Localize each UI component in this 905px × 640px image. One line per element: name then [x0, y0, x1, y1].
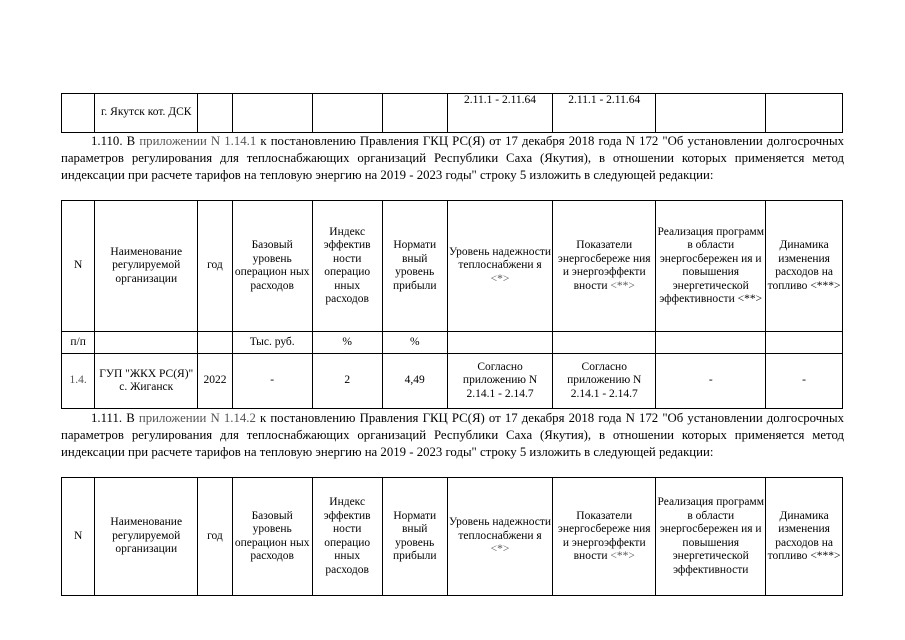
header-energy: Показатели энергосбереже ния и энергоэффекти вности <**>	[553, 201, 656, 332]
footnote-mark[interactable]: <**>	[737, 293, 763, 305]
header-programs: Реализация программ в области энергосбережен ия и повышения энергетической эффективности	[656, 478, 766, 596]
row-programs: -	[656, 354, 766, 409]
header-dynamics: Динамика изменения расходов на топливо <***>	[766, 478, 843, 596]
para2-annex-link[interactable]: приложении N 1.14.2	[138, 411, 256, 425]
header-name: Наименование регулируемой организации	[95, 478, 198, 596]
header-year: год	[198, 201, 232, 332]
row-org: ГУП "ЖКХ РС(Я)" с. Жиганск	[95, 354, 198, 409]
unit-reliability	[447, 332, 552, 354]
unit-index: %	[312, 332, 382, 354]
header-base: Базовый уровень операцион ных расходов	[232, 201, 312, 332]
footnote-mark[interactable]: <*>	[490, 543, 510, 556]
top-cell-org: г. Якутск кот. ДСК	[95, 94, 198, 133]
unit-programs	[656, 332, 766, 354]
top-cell-programs	[656, 94, 766, 133]
row-base: -	[232, 354, 312, 409]
row-norm: 4,49	[382, 354, 447, 409]
table-row	[62, 354, 843, 409]
footnote-mark[interactable]: <**>	[610, 279, 635, 292]
header-year: год	[198, 478, 232, 596]
unit-dynamics	[766, 332, 843, 354]
para1-annex-link[interactable]: приложении N 1.14.1	[139, 134, 257, 148]
footnote-mark[interactable]: <***>	[810, 550, 841, 562]
paragraph-1-110	[61, 133, 844, 184]
header-reliability: Уровень надежности теплоснабжени я <*>	[447, 201, 552, 332]
table-1-110	[61, 200, 843, 409]
table-1-111	[61, 477, 843, 596]
top-cell-dynamics	[766, 94, 843, 133]
header-programs: Реализация программ в области энергосбережен ия и повышения энергетической эффективности <**>	[656, 201, 766, 332]
top-cell-norm	[382, 94, 447, 133]
top-cell-base	[232, 94, 312, 133]
paragraph-1-111	[61, 410, 844, 461]
unit-name	[95, 332, 198, 354]
top-cell-index	[312, 94, 382, 133]
header-norm: Нормати вный уровень прибыли	[382, 478, 447, 596]
row-index: 2	[312, 354, 382, 409]
top-table	[61, 93, 843, 133]
header-energy: Показатели энергосбереже ния и энергоэффекти вности <**>	[553, 478, 656, 596]
header-n: N	[62, 201, 95, 332]
header-index: Индекс эффектив ности операцио нных расходов	[312, 478, 382, 596]
top-cell-annex2: 2.11.1 - 2.11.64	[553, 94, 656, 133]
row-energy: Согласно приложению N 2.14.1 - 2.14.7	[553, 354, 656, 409]
unit-energy	[553, 332, 656, 354]
footnote-mark[interactable]: <**>	[610, 550, 635, 562]
footnote-mark[interactable]: <*>	[490, 272, 510, 285]
unit-n: п/п	[62, 332, 95, 354]
header-n: N	[62, 478, 95, 596]
top-cell-n	[62, 94, 95, 133]
header-name: Наименование регулируемой организации	[95, 201, 198, 332]
row-reliability: Согласно приложению N 2.14.1 - 2.14.7	[447, 354, 552, 409]
top-cell-annex1: 2.11.1 - 2.11.64	[447, 94, 552, 133]
unit-base: Тыс. руб.	[232, 332, 312, 354]
header-reliability: Уровень надежности теплоснабжени я <*>	[447, 478, 552, 596]
para2-pre: В	[126, 411, 135, 425]
unit-year	[198, 332, 232, 354]
para2-text: к постановлению Правления ГКЦ РС(Я) от 17 декабря 2018 года N 172 "Об установлении долгосрочных параметров регулирования для теплоснабжающих организаций Республики Саха (Якутия), в отношении которых применяется метод индексации при расчете тарифов на тепловую энергию на 2019 - 2023 годы" строку 5 изложить в следующей редакции:	[61, 411, 844, 459]
para1-text: к постановлению Правления ГКЦ РС(Я) от 17 декабря 2018 года N 172 "Об установлении долгосрочных параметров регулирования для теплоснабжающих организаций Республики Саха (Якутия), в отношении которых применяется метод индексации при расчете тарифов на тепловую энергию на 2019 - 2023 годы" строку 5 изложить в следующей редакции:	[61, 134, 845, 182]
header-index: Индекс эффектив ности операцио нных расходов	[312, 201, 382, 332]
header-dynamics: Динамика изменения расходов на топливо <***>	[766, 201, 843, 332]
header-norm: Нормати вный уровень прибыли	[382, 201, 447, 332]
top-cell-year	[198, 94, 232, 133]
header-base: Базовый уровень операцион ных расходов	[232, 478, 312, 596]
row-year: 2022	[198, 354, 232, 409]
para1-pre: В	[126, 134, 136, 148]
para2-number: 1.111.	[91, 411, 123, 425]
para1-number: 1.110.	[91, 134, 123, 148]
unit-norm: %	[382, 332, 447, 354]
row-dynamics: -	[766, 354, 843, 409]
footnote-mark[interactable]: <***>	[810, 279, 841, 292]
row-n: 1.4.	[62, 354, 95, 409]
